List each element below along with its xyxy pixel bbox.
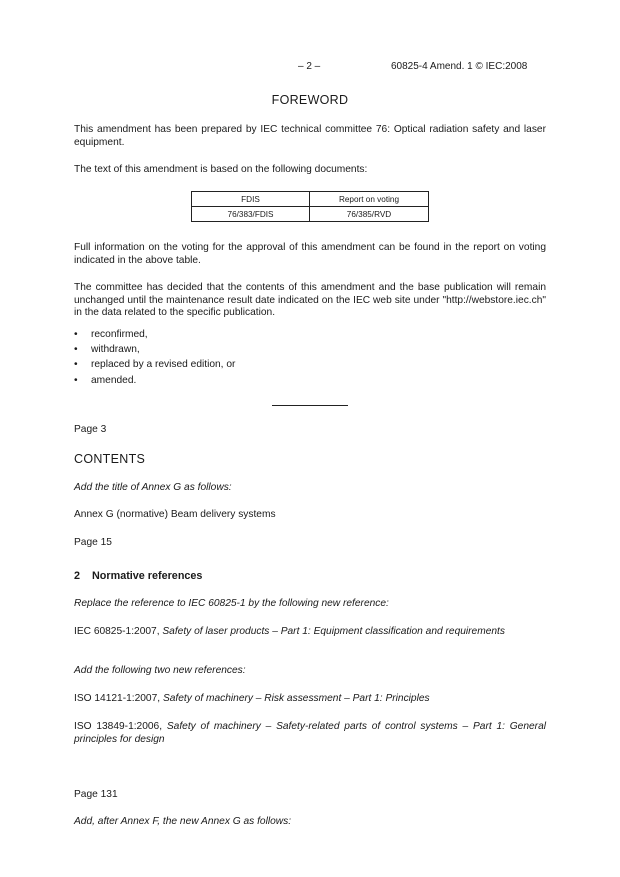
reference-iso-13849-1 [74,721,546,746]
reference-iec-60825-1 [74,626,546,639]
clause-title: Normative references [92,570,203,582]
reference-title: Safety of machinery – Risk assessment – Part 1: Principles [162,693,430,704]
annex-g-title: Annex G (normative) Beam delivery systems [74,509,276,520]
document-reference: 60825-4 Amend. 1 © IEC:2008 [391,61,528,72]
reference-id: ISO 13849-1:2006, [74,721,163,732]
page-label-15: Page 15 [74,537,112,548]
contents-instruction: Add the title of Annex G as follows: [74,482,232,493]
page-number: – 2 – [298,61,321,72]
page-label-131: Page 131 [74,789,118,800]
reference-iso-14121-1 [74,693,546,706]
table-row [192,207,429,222]
bullet-icon: • [74,329,78,340]
list-item-text: replaced by a revised edition, or [91,359,236,371]
page-label-3: Page 3 [74,424,107,435]
bullet-icon: • [74,344,78,356]
table-cell: 76/383/FDIS [192,207,310,222]
list-item-text: withdrawn, [91,344,140,356]
reference-id: ISO 14121-1:2007, [74,693,161,704]
foreword-paragraph-4: The committee has decided that the contents of this amendment and the base publication will remain unchanged until the maintenance result date indicated on the IEC web site under "http://webstore.iec.ch" in the data related to the specific publication. [74,282,546,318]
bullet-icon: • [74,374,78,386]
clause-heading [74,570,202,582]
references-instruction-1: Replace the reference to IEC 60825-1 by the following new reference: [74,598,389,609]
table-cell: 76/385/RVD [310,207,429,222]
foreword-paragraph-1: This amendment has been prepared by IEC technical committee 76: Optical radiation safety and laser equipment. [74,124,546,148]
foreword-paragraph-3: Full information on the voting for the approval of this amendment can be found in the report on voting indicated in the above table. [74,242,546,266]
section-divider [272,405,348,406]
table-header-row [192,192,429,207]
table-header-cell: Report on voting [310,192,429,207]
list-item-text: amended. [91,374,137,386]
foreword-paragraph-2: The text of this amendment is based on the following documents: [74,164,368,175]
reference-title: Safety of laser products – Part 1: Equipment classification and requirements [162,626,505,637]
reference-id: IEC 60825-1:2007, [74,626,160,637]
table-header-cell: FDIS [192,192,310,207]
documents-table [191,191,429,222]
clause-number: 2 [74,570,81,582]
foreword-title: FOREWORD [271,93,349,107]
references-instruction-2: Add the following two new references: [74,665,246,676]
list-item-text: reconfirmed, [91,329,148,340]
annex-instruction: Add, after Annex F, the new Annex G as follows: [74,816,292,827]
bullet-icon: • [74,359,78,371]
contents-heading: CONTENTS [74,452,146,466]
reference-title: Safety of machinery – Safety-related parts of control systems – Part 1: General principles for design [74,721,546,745]
